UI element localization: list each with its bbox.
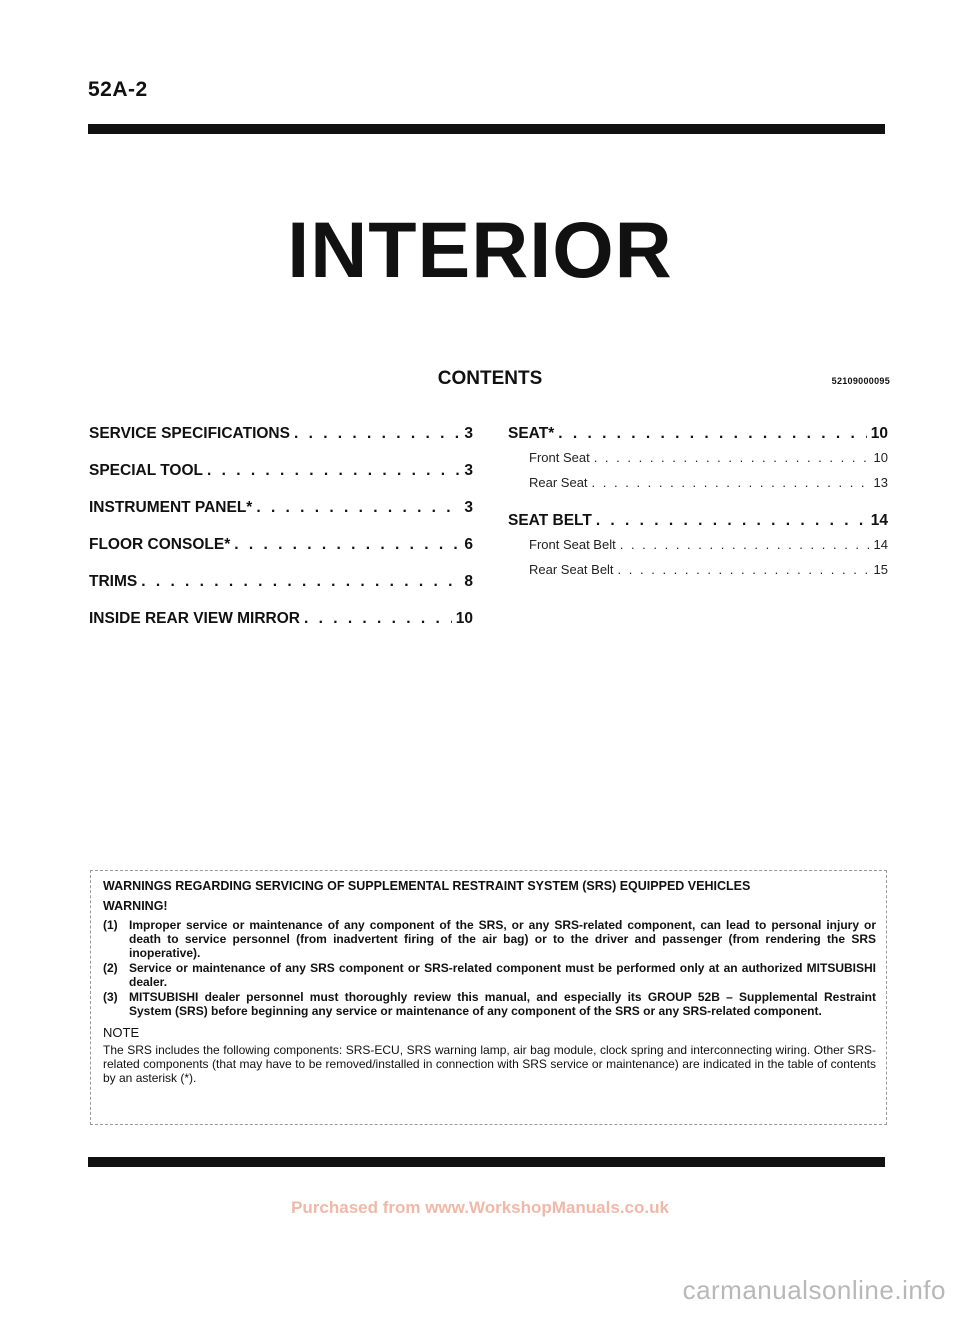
toc-entry-label: SPECIAL TOOL [89, 462, 203, 479]
chapter-title: INTERIOR [287, 205, 673, 294]
warning-item [103, 918, 876, 960]
toc-entry-page: 3 [464, 425, 473, 442]
warning-item [103, 990, 876, 1018]
toc-right-column [508, 425, 888, 587]
warning-item-number: (3) [103, 990, 118, 1004]
toc-entry-label: FLOOR CONSOLE* [89, 536, 231, 553]
toc-sub-entry-page: 13 [873, 475, 888, 490]
leader-dots [234, 536, 460, 554]
toc-sub-entry-label: Front Seat [529, 450, 590, 465]
toc-sub-entry-label: Front Seat Belt [529, 537, 616, 552]
warning-item-number: (1) [103, 918, 118, 932]
toc-entry-label: SEAT* [508, 425, 555, 442]
toc-entry[interactable] [89, 462, 473, 499]
leader-dots [596, 512, 867, 530]
toc-left-column [89, 425, 473, 647]
site-watermark: carmanualsonline.info [682, 1275, 946, 1305]
toc-sub-entry-page: 10 [873, 450, 888, 465]
leader-dots [620, 537, 870, 552]
toc-entry-page: 3 [464, 499, 473, 516]
toc-entry-page: 6 [464, 536, 473, 553]
warning-item-text: MITSUBISHI dealer personnel must thoroughly review this manual, and especially its GROUP 52B – Supplemental Restraint System (SRS) before beginning any service or maintenance of any component of the SRS or any SRS-related component. [129, 990, 876, 1018]
warning-item-number: (2) [103, 961, 118, 975]
warning-label: WARNING! [103, 899, 168, 913]
toc-entry[interactable] [508, 512, 888, 537]
document-code: 52109000095 [831, 376, 890, 386]
top-divider-rule [88, 124, 885, 134]
toc-entry[interactable] [508, 425, 888, 450]
toc-sub-entry[interactable] [508, 562, 888, 587]
leader-dots [294, 425, 460, 443]
warning-title: WARNINGS REGARDING SERVICING OF SUPPLEMENTAL RESTRAINT SYSTEM (SRS) EQUIPPED VEHICLES [103, 879, 751, 893]
leader-dots [256, 499, 460, 517]
toc-sub-entry-label: Rear Seat [529, 475, 588, 490]
toc-sub-entry[interactable] [508, 475, 888, 500]
toc-entry-page: 14 [870, 512, 888, 529]
leader-dots [618, 562, 870, 577]
leader-dots [304, 610, 452, 628]
leader-dots [594, 450, 870, 465]
warning-item [103, 961, 876, 989]
toc-entry-label: INSIDE REAR VIEW MIRROR [89, 610, 300, 627]
toc-sub-entry[interactable] [508, 537, 888, 562]
toc-entry-label: SERVICE SPECIFICATIONS [89, 425, 290, 442]
note-text: The SRS includes the following components: SRS-ECU, SRS warning lamp, air bag module, clock spring and interconnecting wiring. Other SRS-related components (that may have to be removed/installed in connection with SRS service or maintenance) are indicated in the table of contents by an asterisk (*). [103, 1043, 876, 1085]
note-label: NOTE [103, 1025, 140, 1040]
toc-entry-page: 10 [455, 610, 473, 627]
toc-entry[interactable] [89, 610, 473, 647]
toc-entry-page: 3 [464, 462, 473, 479]
toc-entry[interactable] [89, 425, 473, 462]
leader-dots [592, 475, 870, 490]
warning-item-text: Service or maintenance of any SRS component or SRS-related component must be performed only at an authorized MITSUBISHI dealer. [129, 961, 876, 989]
toc-sub-entry[interactable] [508, 450, 888, 475]
toc-entry[interactable] [89, 499, 473, 536]
leader-dots [558, 425, 867, 443]
toc-entry-page: 10 [870, 425, 888, 442]
section-gap [508, 500, 888, 512]
toc-sub-entry-label: Rear Seat Belt [529, 562, 614, 577]
toc-sub-entry-page: 15 [873, 562, 888, 577]
toc-entry-label: TRIMS [89, 573, 138, 590]
toc-entry[interactable] [89, 536, 473, 573]
toc-sub-entry-page: 14 [873, 537, 888, 552]
warning-item-text: Improper service or maintenance of any component of the SRS, or any SRS-related component, can lead to personal injury or death to service personnel (from inadvertent firing of the air bag) or to the driver and passenger (from rendering the SRS inoperative). [129, 918, 876, 960]
bottom-divider-rule [88, 1157, 885, 1167]
source-link-text[interactable]: Purchased from www.WorkshopManuals.co.uk [291, 1198, 669, 1217]
toc-entry-label: INSTRUMENT PANEL* [89, 499, 253, 516]
leader-dots [141, 573, 460, 591]
srs-warning-box [90, 870, 887, 1125]
page-number: 52A-2 [88, 78, 148, 101]
toc-entry-page: 8 [464, 573, 473, 590]
toc-entry[interactable] [89, 573, 473, 610]
toc-entry-label: SEAT BELT [508, 512, 592, 529]
leader-dots [207, 462, 460, 480]
contents-heading: CONTENTS [437, 368, 543, 389]
